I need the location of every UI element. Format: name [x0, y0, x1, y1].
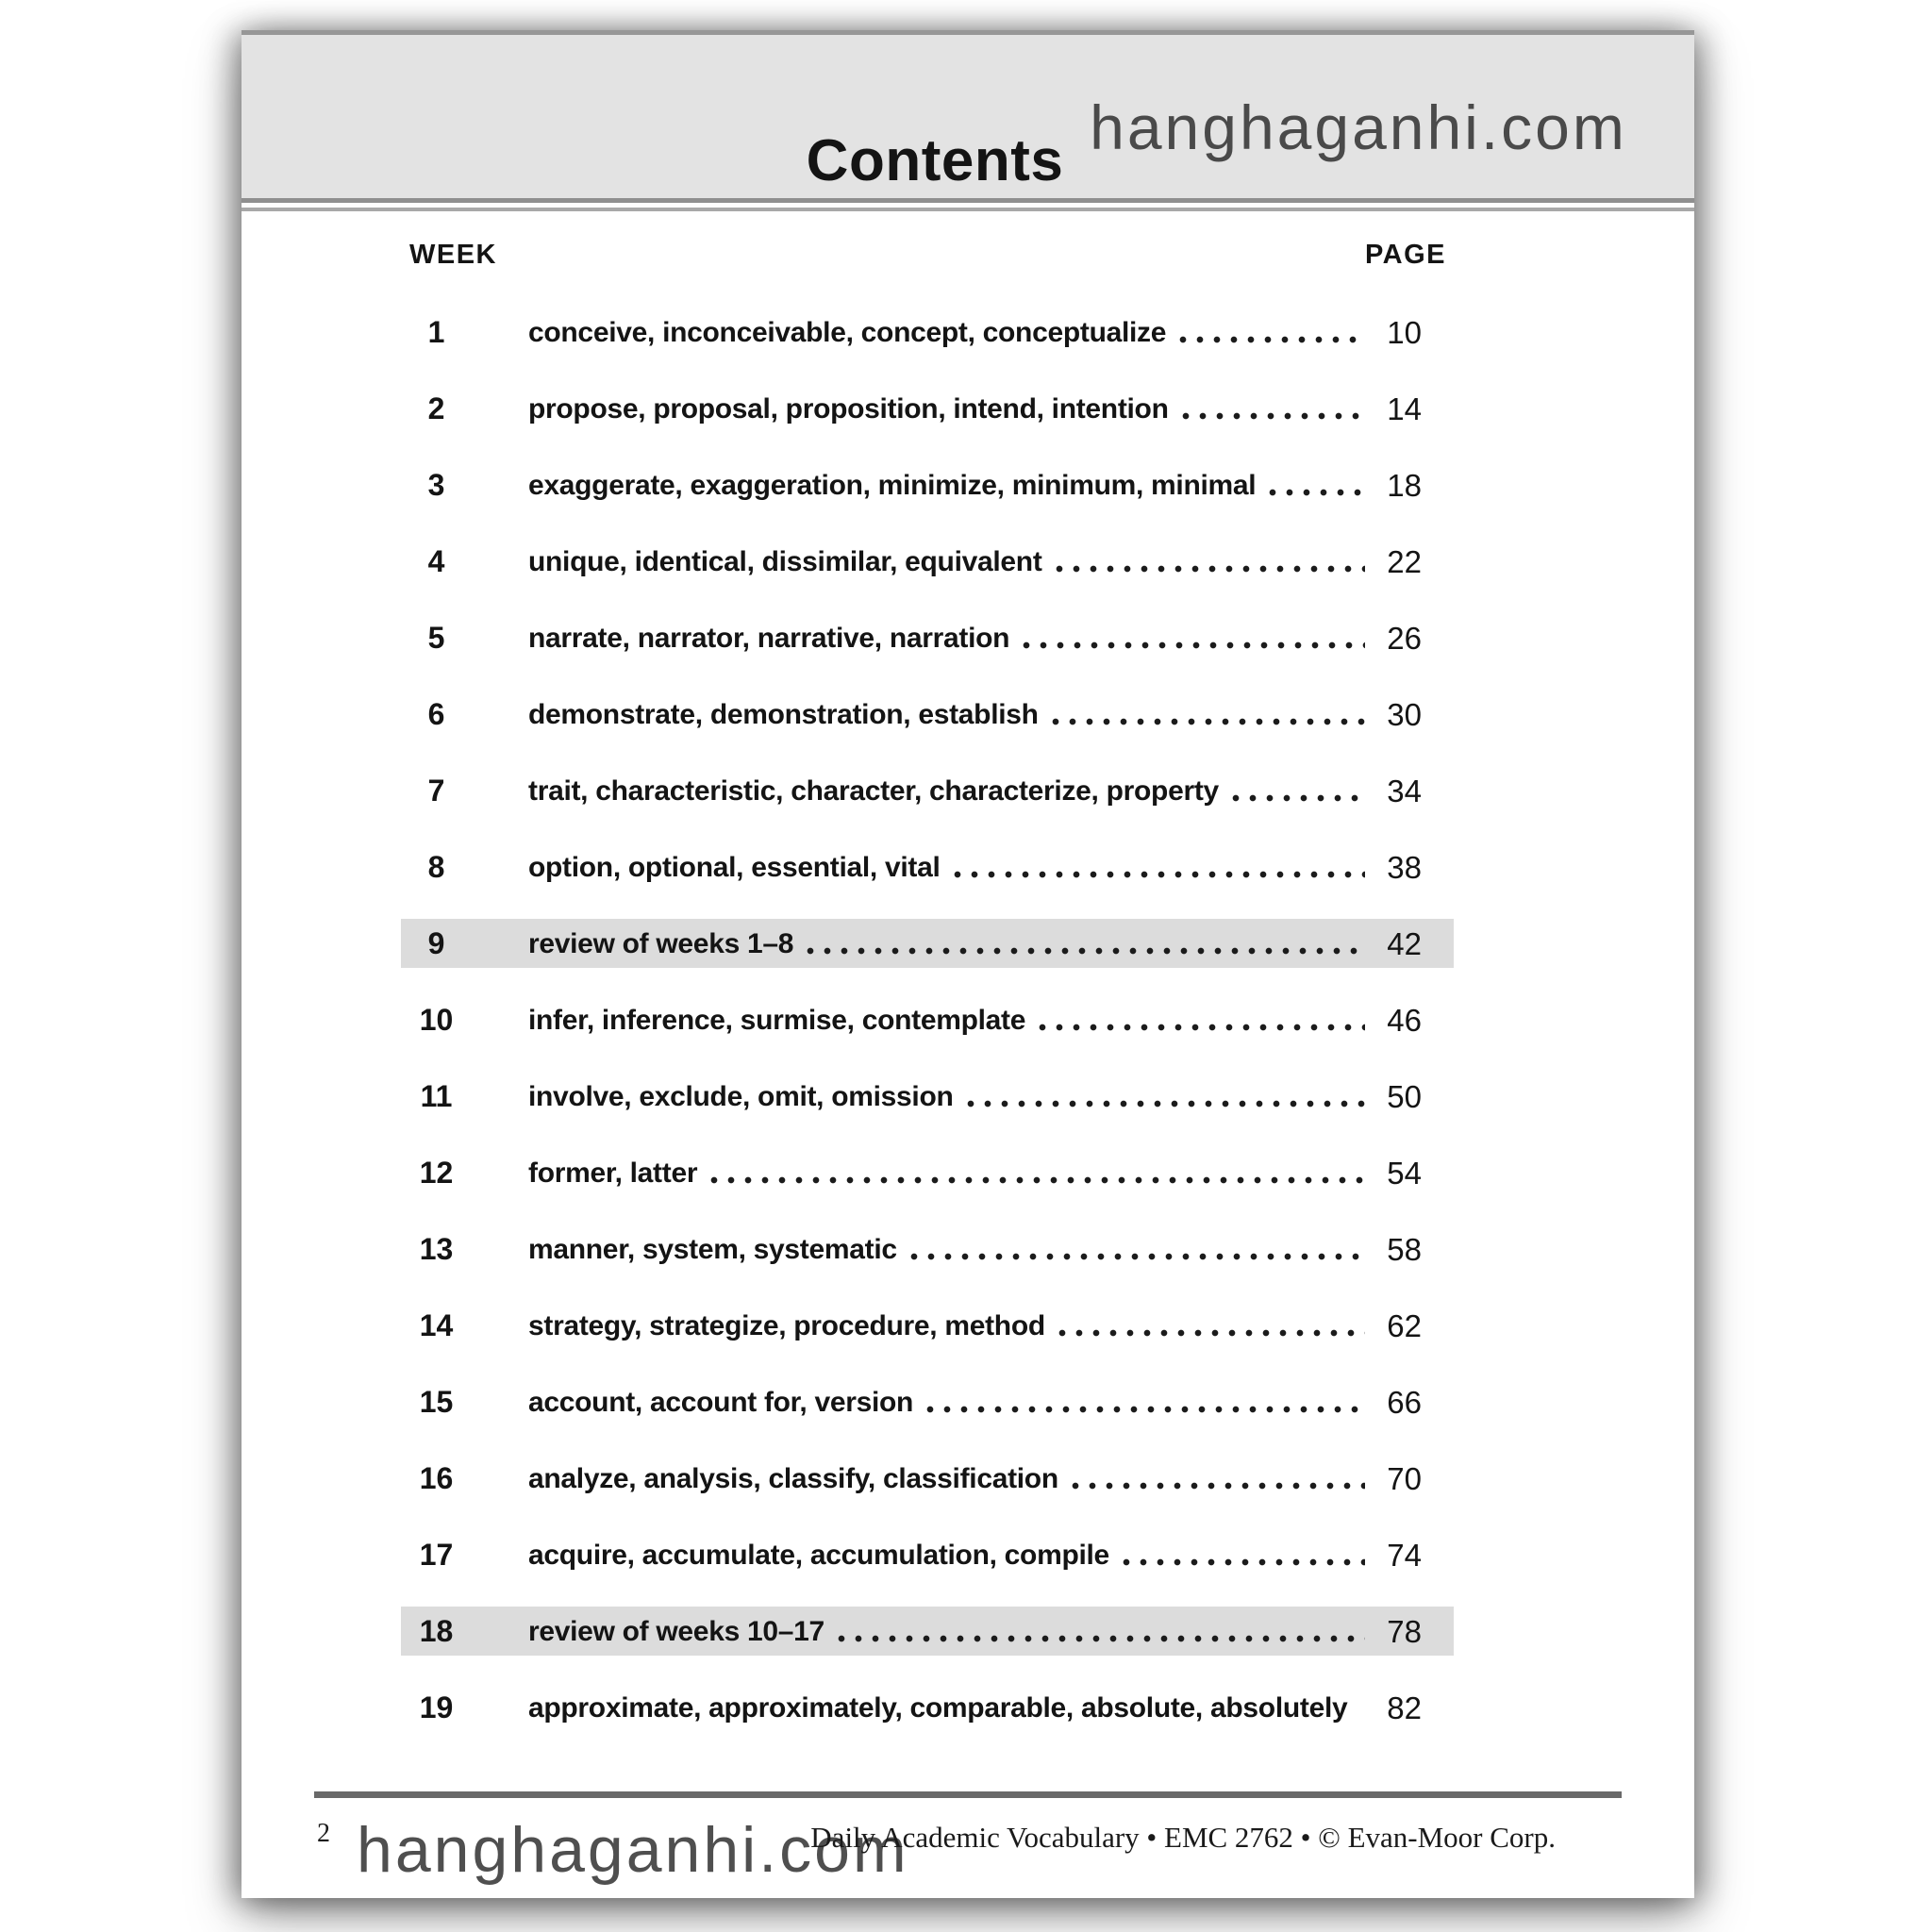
- week-number: 10: [419, 1003, 454, 1037]
- table-row: [401, 1135, 1454, 1211]
- entry-words: manner, system, systematic: [528, 1233, 897, 1265]
- dot-leader: [1175, 312, 1365, 354]
- week-number: 13: [419, 1232, 454, 1266]
- entry-words: unique, identical, dissimilar, equivalent: [528, 545, 1042, 577]
- watermark-top: hanghaganhi.com: [1090, 92, 1627, 162]
- dot-leader: [1019, 618, 1365, 659]
- table-row: [401, 447, 1454, 524]
- toc-page-header: PAGE: [1364, 240, 1446, 270]
- footer-page-number: 2: [317, 1819, 330, 1848]
- table-row: [401, 600, 1454, 676]
- page-number: 10: [1387, 314, 1422, 350]
- week-number: 15: [419, 1385, 454, 1419]
- week-number: 7: [427, 774, 445, 808]
- week-number: 4: [427, 544, 445, 578]
- entry-words: propose, proposal, proposition, intend, intention: [528, 392, 1169, 425]
- week-number: 8: [427, 850, 445, 884]
- week-number: 14: [419, 1308, 454, 1342]
- page-number: 46: [1387, 1002, 1422, 1038]
- dot-leader: [907, 1229, 1365, 1271]
- dot-leader: [1035, 1000, 1365, 1041]
- page-number: 26: [1387, 620, 1422, 656]
- dot-leader: [1178, 389, 1365, 430]
- entry-words: demonstrate, demonstration, establish: [528, 698, 1039, 730]
- dot-leader: [1357, 1688, 1365, 1729]
- entry-words: conceive, inconceivable, concept, conceptualize: [528, 316, 1167, 348]
- dot-leader: [923, 1382, 1365, 1424]
- week-number: 2: [427, 391, 445, 425]
- week-number: 3: [427, 468, 445, 502]
- page-number: 42: [1387, 925, 1422, 961]
- page-number: 66: [1387, 1384, 1422, 1420]
- table-row: [401, 1058, 1454, 1135]
- table-row: [401, 829, 1454, 906]
- entry-words: trait, characteristic, character, characterize, property: [528, 774, 1219, 807]
- entry-words: exaggerate, exaggeration, minimize, minimum, minimal: [528, 469, 1257, 501]
- dot-leader: [834, 1611, 1365, 1653]
- entry-words: infer, inference, surmise, contemplate: [528, 1004, 1026, 1036]
- table-row: [401, 524, 1454, 600]
- book-page: [242, 30, 1694, 1898]
- week-number: 6: [427, 697, 445, 731]
- dot-leader: [1052, 541, 1365, 583]
- table-row: [401, 906, 1454, 982]
- toc-rows: [242, 294, 1694, 1746]
- page-number: 34: [1387, 773, 1422, 808]
- page-number: 78: [1387, 1613, 1422, 1649]
- page-number: 38: [1387, 849, 1422, 885]
- toc-column-headers: [409, 240, 1446, 271]
- entry-words: narrate, narrator, narrative, narration: [528, 622, 1010, 654]
- week-number: 11: [420, 1079, 453, 1113]
- entry-words: strategy, strategize, procedure, method: [528, 1309, 1045, 1341]
- page-number: 22: [1387, 543, 1422, 579]
- footer-rule: [314, 1791, 1622, 1798]
- page-number: 30: [1387, 696, 1422, 732]
- dot-leader: [803, 924, 1365, 965]
- week-number: 5: [427, 621, 445, 655]
- dot-leader: [1119, 1535, 1365, 1576]
- page-number: 50: [1387, 1078, 1422, 1114]
- table-row: [401, 1441, 1454, 1517]
- table-row: [401, 676, 1454, 753]
- entry-words: involve, exclude, omit, omission: [528, 1080, 954, 1112]
- dot-leader: [950, 847, 1365, 889]
- week-number: 17: [419, 1538, 454, 1572]
- table-row: [401, 1670, 1454, 1746]
- watermark-bottom: hanghaganhi.com: [357, 1814, 909, 1886]
- entry-words: former, latter: [528, 1157, 698, 1189]
- table-row: [401, 753, 1454, 829]
- dot-leader: [1228, 771, 1365, 812]
- toc-week-header: WEEK: [409, 240, 497, 270]
- week-number: 12: [419, 1156, 454, 1190]
- table-row: [401, 1593, 1454, 1670]
- entry-words: account, account for, version: [528, 1386, 914, 1418]
- page-number: 82: [1387, 1690, 1422, 1725]
- entry-words: option, optional, essential, vital: [528, 851, 941, 883]
- header-band: [242, 30, 1694, 198]
- table-row: [401, 294, 1454, 371]
- header-divider: [242, 198, 1694, 212]
- week-number: 19: [419, 1690, 454, 1724]
- page-number: 18: [1387, 467, 1422, 503]
- footer-credit: Daily Academic Vocabulary • EMC 2762 • © Evan-Moor Corp.: [810, 1821, 1556, 1854]
- week-number: 9: [427, 926, 445, 960]
- page-number: 14: [1387, 391, 1422, 426]
- table-row: [401, 982, 1454, 1058]
- dot-leader: [1265, 465, 1365, 507]
- week-number: 18: [419, 1614, 454, 1648]
- week-number: 16: [419, 1461, 454, 1495]
- week-number: 1: [427, 315, 445, 349]
- table-row: [401, 1288, 1454, 1364]
- dot-leader: [1048, 694, 1365, 736]
- page-number: 70: [1387, 1460, 1422, 1496]
- table-row: [401, 1211, 1454, 1288]
- entry-words: review of weeks 10–17: [528, 1615, 824, 1647]
- entry-words: analyze, analysis, classify, classification: [528, 1462, 1058, 1494]
- dot-leader: [1055, 1306, 1365, 1347]
- table-row: [401, 1364, 1454, 1441]
- page-title: Contents: [806, 128, 1064, 193]
- page-number: 54: [1387, 1155, 1422, 1191]
- page-number: 58: [1387, 1231, 1422, 1267]
- page-number: 62: [1387, 1307, 1422, 1343]
- dot-leader: [707, 1153, 1365, 1194]
- dot-leader: [1068, 1458, 1365, 1500]
- page-number: 74: [1387, 1537, 1422, 1573]
- entry-words: acquire, accumulate, accumulation, compile: [528, 1539, 1109, 1571]
- entry-words: approximate, approximately, comparable, absolute, absolutely: [528, 1691, 1348, 1724]
- dot-leader: [963, 1076, 1365, 1118]
- entry-words: review of weeks 1–8: [528, 927, 794, 959]
- table-row: [401, 371, 1454, 447]
- table-row: [401, 1517, 1454, 1593]
